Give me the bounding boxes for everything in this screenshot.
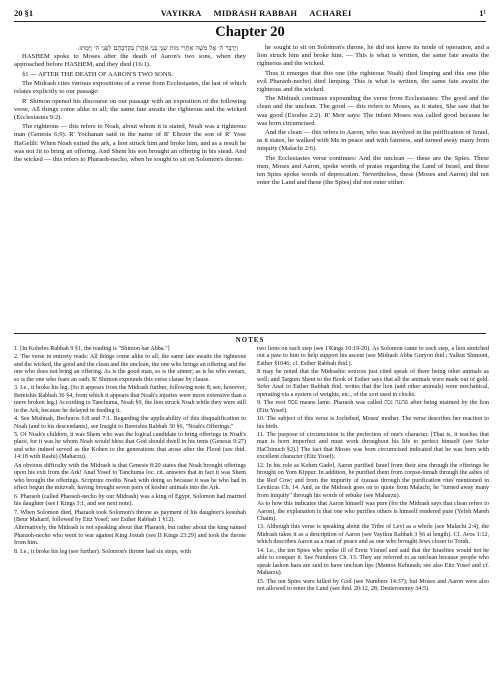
note: 4. See Mishnah, Bechoros 6:8 and 7:1. Regarding the applicability of this disqualification to Noah (and to his descendants), see Insight to Bereishis Rabbah 30 §6, "Noah's Offerings." — [14, 416, 246, 430]
note: 2. The verse in entirety reads: All things come alike to all; the same fate awaits the righteous and the wicked, the good and the clean and the unclean, the one who brings an offering and the one who does not bring an offering. As is the good man, so is the sinner; as is he who swears, so is the one who fears an oath. R' Shimon expounds this verse clause by clause. — [14, 354, 246, 383]
note: 11. The purpose of circumcision is the perfection of one's character. [That is, it teaches that man is born imperfect and must work throughout his life to perfect himself (see Sefer HaChinuch §2).] The fact that Moses was born circumcised indicated that he was born with excellent character (Eitz Yosef). — [257, 431, 489, 461]
note: 8. I.e., it broke his leg (see further). Solomon's throne had six steps, with — [14, 548, 191, 555]
note: 5. Of Noah's children, it was Shem who was the logical candidate to bring offerings in Noah's place, for it was he whom Noah would bless that God should dwell in his tents (Genesis 9:27) and who indeed served as the Kohen to the generations that arose after the Flood (see ibid. 14:18 with Rashi) (Maharzu). — [14, 431, 246, 461]
note: It may be noted that the Midrashic sources just cited speak of there being other animals as well; and Targum Sheni to the Book of Esther says that all the animals were made out of gold. Sefer Anaf to Esther Rabbah ibid. writes that the lion (and other animals) were mechanical, operating via a system of weights, etc., of the sort used in clocks. — [257, 369, 489, 398]
paragraph: he sought to sit on Solomon's throne, he did not know its mode of operation, and a lion struck him and broke him. — This is what is written, the same fate awaits the righteous and the wicked. — [257, 44, 489, 68]
running-header — [14, 6, 486, 22]
main-text-left-column — [14, 44, 246, 165]
paragraph: R' Shimon opened his discourse on our passage with an exposition of the following verse, All things come alike to all; the same fate awaits the righteous and the wicked (Ecclesiastes 9:2). — [14, 97, 246, 121]
note: 1. [In Koheles Rabbah 9 §1, the reading is "Shimon bar Abba."] — [14, 346, 170, 352]
header-title: MIDRASH RABBAH — [213, 8, 298, 18]
note: 9. The root פסח means lame. Pharaoh was called פרעה נכה after being maimed by the lion (Eitz Yosef). — [257, 400, 489, 414]
header-right: 1¹ — [479, 8, 486, 18]
paragraph: And the clean — this refers to Aaron, who was involved in the purification of Israel, as it states, he walked with Me in peace and with fairness, and turned away many from iniquity (Malachi 2:6). — [257, 129, 489, 153]
header-book: VAYIKRA — [160, 8, 202, 18]
note: An obvious difficulty with the Midrash is that Genesis 8:20 states that Noah brought offerings upon his exit from the Ark! Anaf Yosef to Tanchuma loc. cit. answers that in fact it was Shem who brought the offerings. Scripture credits Noah with doing so because it was he who had in effect begun the mitzvah, having brought seven pairs of kosher animals into the Ark. — [14, 462, 246, 492]
header-left: 20 §1 — [14, 8, 34, 18]
note: 12. In his role as Kohen Gadol, Aaron purified Israel from their sins through the offerings he brought on Yom Kippur. In addition, he purified them from corpse-tumah through the ashes of the Red Cow; and from the impurity of tzaraas through the purification rites mentioned in Leviticus Ch. 14. And, as the Midrash goes on to quote from Malachi, he "turned away many from iniquity" through his words of rebuke (see Maharzu). — [257, 462, 489, 499]
note: 3. I.e., it broke his leg. (So it appears from the Midrash further, following note 8; see, however, Bereishis Rabbah 36 §4, from which it appears that Noah's injuries were more extensive than a mere broken leg.) According to Tanchuma, Noah §9, the lion struck Noah while they were still in the Ark, because he delayed in feeding it. — [14, 385, 246, 414]
notes-heading: NOTES — [235, 336, 265, 344]
main-text-right-column — [257, 44, 489, 189]
paragraph: The Midrash cites various expositions of a verse from Ecclesiastes, the last of which relates explicitly to our passage: — [14, 80, 246, 96]
notes-right-column — [257, 346, 489, 595]
paragraph: The Midrash continues expounding the verse from Ecclesiastes: The good and the clean and the unclean. The good — this refers to Moses, as it states, She saw that he was good (Exodus 2:2). R' Meir says: The infant Moses was called good because he was born circumcised. — [257, 95, 489, 127]
header-titles — [161, 8, 352, 18]
paragraph: Thus it emerges that this one (the righteous Noah) died limping and this one (the evil Pharaoh-necho) died limping. This is what is written, the same fate awaits the righteous and the wicked. — [257, 69, 489, 93]
note: 7. When Solomon died, Pharaoh took Solomon's throne as payment of his daughter's kesubah (Beur Maharif, followed by Eitz Yosef; see Esther Rabbah 1 §12). — [14, 509, 246, 523]
notes-left-column — [14, 346, 246, 557]
note: two lions on each step (see I Kings 10:19-20). As Solomon came to each step, a lion stretched out a paw to him to help support his ascent (see Midrash Abba Guryon ibid.; Yalkut Shimoni, Esther §1046; cf. Esther Rabbah ibid.). — [257, 346, 489, 367]
note: 13. Although this verse is speaking about the Tribe of Levi as a whole (see Malachi 2:4), the Midrash takes it as a description of Aaron (see Vayikra Rabbah 3 §6 at length). Cf. Avos 1:12, which describes Aaron as a man of peace and as one who brought Jews closer to Torah. — [257, 524, 489, 546]
notes-divider — [14, 333, 486, 334]
paragraph: The righteous — this refers to Noah, about whom it is stated, Noah was a righteous man (Genesis 6:9). R' Yochanan said in the name of R' Eliezer the son of R' Yose HaGelili: When Noah exited the ark, a lion struck him and broke him, and as a result he was not fit to bring an offering. And Shem his son brought an offering in his stead. And the wicked — this refers to Pharaoh-necho, when he sought to sit on Solomon's throne. — [14, 123, 246, 163]
note: 10. The subject of this verse is Jochebed, Moses' mother. The verse describes her reaction to his birth. — [257, 416, 489, 430]
note: As to how this indicates that Aaron himself was pure (for the Midrash says that clean refers to Aaron), the explanation is that one who purifies others is himself rendered pure (Yefeh Mareh Chaim). — [257, 501, 489, 522]
paragraph: The Ecclesiastes verse continues: And the unclean — these are the Spies. These men, Moses and Aaron, spoke words of praise regarding the Land of Israel, and these ten Spies spoke words of deprecation. Nevertheless, these (Moses and Aaron) did not enter the Land and these (the Spies) did not enter either. — [257, 154, 489, 187]
note: 15. The ten Spies were killed by God (see Numbers 14:37); but Moses and Aaron were also not allowed to enter the Land (see ibid. 20:12, 28; Deuteronomy 34:5). — [257, 578, 489, 593]
header-parashah: ACHAREI — [309, 8, 352, 18]
paragraph: §1 — AFTER THE DEATH OF AARON'S TWO SONS. — [22, 70, 173, 78]
hebrew-verse: וַיְדַבֵּר ה׳ אֶל מֹשֶׁה אַחֲרֵי מוֹת שְׁנֵי בְּנֵי אַהֲרֹן בְּקָרְבָתָם לִפְנֵי ה׳ וַיָּמֻתוּ. — [77, 44, 238, 52]
chapter-title: Chapter 20 — [215, 24, 285, 40]
paragraph: HASHEM spoke to Moses after the death of Aaron's two sons, when they approached before HASHEM, and they died (16:1). — [14, 53, 246, 69]
note: 14. I.e., the ten Spies who spoke ill of Eretz Yisrael and said that the Israelites would not be able to conquer it. See Numbers Ch. 13. They are referred to as unclean because people who speak lashon hara are said to have unclean lips (Matnos Kehunah; see also Eitz Yosef and cf. Maharzu). — [257, 547, 489, 577]
note: 6. Pharaoh (called Pharaoh-necho by our Midrash) was a king of Egypt. Solomon had married his daughter (see I Kings 3:1, and see next note). — [14, 493, 246, 508]
note: Alternatively, the Midrash is not speaking about that Pharaoh, but rather about the king named Pharaoh-necho who went to war against King Josiah (see II Kings 23:29) and took the throne from him. — [14, 525, 246, 547]
